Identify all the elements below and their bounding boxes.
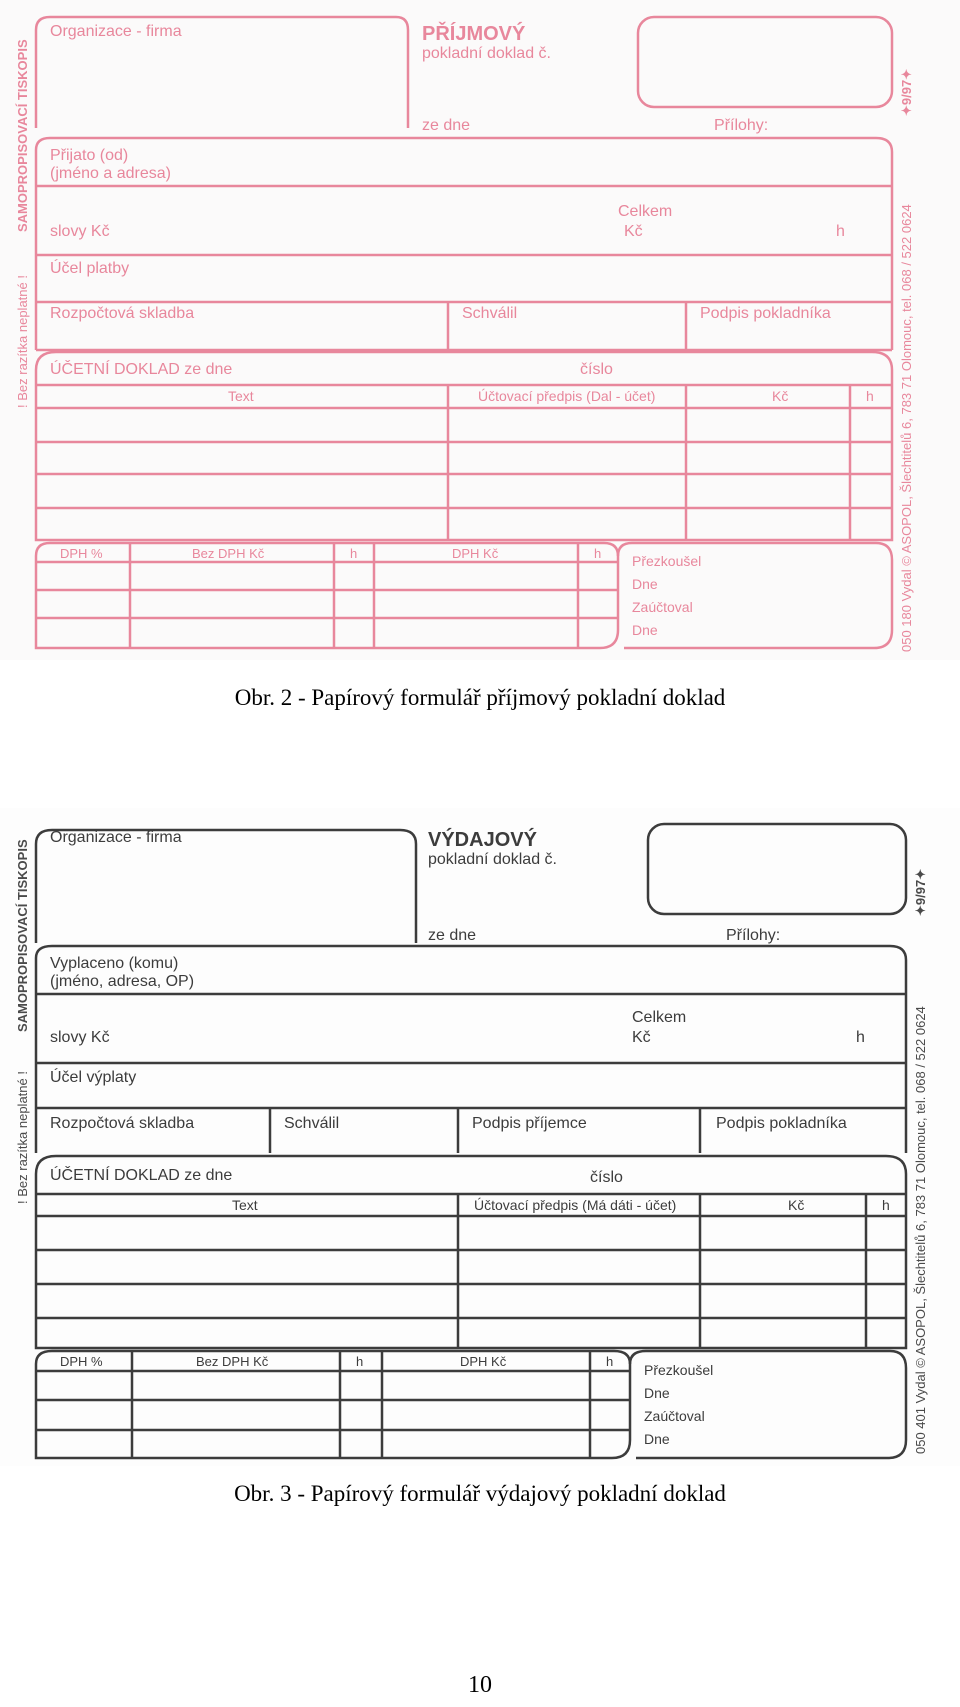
vat-base-header: Bez DPH Kč xyxy=(196,1354,269,1369)
form-subtitle: pokladní doklad č. xyxy=(422,45,551,62)
col-kc-header: Kč xyxy=(772,388,789,404)
total-label: Celkem xyxy=(618,203,673,220)
col-h-header: h xyxy=(866,388,874,404)
total-currency-label: Kč xyxy=(632,1029,651,1046)
checked-date-label: Dne xyxy=(644,1385,670,1401)
approved-label: Schválil xyxy=(462,305,518,322)
col-posting-header: Účtovací předpis (Dal - účet) xyxy=(478,388,656,404)
checked-date-label: Dne xyxy=(632,576,658,592)
total-h-label: h xyxy=(856,1029,865,1046)
purpose-label: Účel výplaty xyxy=(50,1069,137,1086)
side-label-code: ✦9/97✦ xyxy=(913,868,928,916)
expense-caption: Obr. 3 - Papírový formulář výdajový pokladní doklad xyxy=(234,1481,726,1506)
vat-percent-header: DPH % xyxy=(60,1354,103,1369)
vat-amount-header: DPH Kč xyxy=(452,546,499,561)
vat-base-header: Bez DPH Kč xyxy=(192,546,265,561)
vat-amount-h-header: h xyxy=(594,546,602,561)
amount-words-label: slovy Kč xyxy=(50,223,110,240)
accounting-doc-label: ÚČETNÍ DOKLAD ze dne xyxy=(50,1167,233,1184)
vat-base-h-header: h xyxy=(356,1354,364,1369)
booked-date-label: Dne xyxy=(644,1431,670,1447)
total-label: Celkem xyxy=(632,1009,687,1026)
side-label-stamp-warning: ! Bez razítka neplatné ! xyxy=(15,275,30,408)
col-h-header: h xyxy=(882,1197,890,1213)
side-label-self-copy: SAMOPROPISOVACÍ TISKOPIS xyxy=(15,839,30,1032)
recipient-signature-label: Podpis příjemce xyxy=(472,1115,587,1132)
side-label-stamp-warning: ! Bez razítka neplatné ! xyxy=(15,1071,30,1204)
accounting-doc-label: ÚČETNÍ DOKLAD ze dne xyxy=(50,361,233,378)
form-title: PŘÍJMOVÝ xyxy=(422,23,526,45)
number-label: číslo xyxy=(580,361,613,378)
vat-amount-header: DPH Kč xyxy=(460,1354,507,1369)
booked-by-label: Zaúčtoval xyxy=(632,599,693,615)
attachments-label: Přílohy: xyxy=(714,117,769,134)
side-label-code: ✦9/97✦ xyxy=(899,68,914,116)
col-kc-header: Kč xyxy=(788,1197,805,1213)
expense-form xyxy=(0,808,960,1466)
amount-words-label: slovy Kč xyxy=(50,1029,110,1046)
approved-label: Schválil xyxy=(284,1115,340,1132)
paid-to-label: Vyplaceno (komu) xyxy=(50,955,179,972)
paid-to-sublabel: (jméno, adresa, OP) xyxy=(50,973,195,990)
receipt-form xyxy=(0,0,960,660)
received-from-label: Přijato (od) xyxy=(50,147,129,164)
cashier-signature-label: Podpis pokladníka xyxy=(700,305,831,322)
side-label-publisher: 050 180 Vydal © ASOPOL, Šlechtitelů 6, 783 71 Olomouc, tel. 068 / 522 0624 xyxy=(899,204,914,652)
checked-by-label: Přezkoušel xyxy=(632,553,702,569)
date-label: ze dne xyxy=(428,927,477,944)
vat-base-h-header: h xyxy=(350,546,358,561)
total-h-label: h xyxy=(836,223,845,240)
receipt-caption: Obr. 2 - Papírový formulář příjmový pokladní doklad xyxy=(234,685,726,710)
col-posting-header: Účtovací předpis (Má dáti - účet) xyxy=(474,1197,677,1213)
total-currency-label: Kč xyxy=(624,223,643,240)
page-number: 10 xyxy=(468,1672,492,1698)
booked-by-label: Zaúčtoval xyxy=(644,1408,705,1424)
side-label-self-copy: SAMOPROPISOVACÍ TISKOPIS xyxy=(15,39,30,232)
receipt-form-lines xyxy=(0,0,960,660)
budget-label: Rozpočtová skladba xyxy=(50,305,195,322)
budget-label: Rozpočtová skladba xyxy=(50,1115,195,1132)
side-label-publisher: 050 401 Vydal © ASOPOL, Šlechtitelů 6, 783 71 Olomouc, tel. 068 / 522 0624 xyxy=(913,1006,928,1454)
received-from-sublabel: (jméno a adresa) xyxy=(50,165,171,182)
col-text-header: Text xyxy=(228,388,254,404)
vat-percent-header: DPH % xyxy=(60,546,103,561)
cashier-signature-label: Podpis pokladníka xyxy=(716,1115,847,1132)
date-label: ze dne xyxy=(422,117,471,134)
org-label: Organizace - firma xyxy=(50,829,182,846)
purpose-label: Účel platby xyxy=(50,260,130,277)
form-title: VÝDAJOVÝ xyxy=(428,829,537,851)
form-subtitle: pokladní doklad č. xyxy=(428,851,557,868)
number-label: číslo xyxy=(590,1169,623,1186)
org-label: Organizace - firma xyxy=(50,23,182,40)
checked-by-label: Přezkoušel xyxy=(644,1362,714,1378)
attachments-label: Přílohy: xyxy=(726,927,781,944)
col-text-header: Text xyxy=(232,1197,258,1213)
vat-amount-h-header: h xyxy=(606,1354,614,1369)
booked-date-label: Dne xyxy=(632,622,658,638)
